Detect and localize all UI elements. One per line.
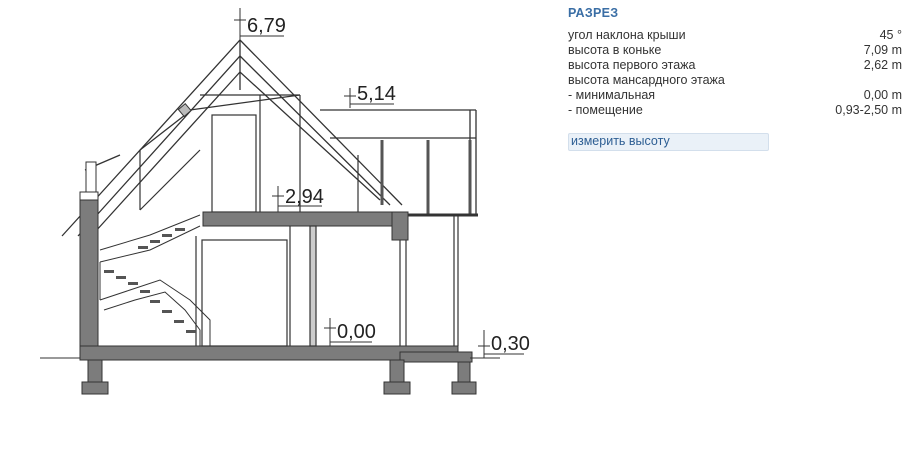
info-value: 7,09 m bbox=[863, 43, 902, 57]
info-label: высота мансардного этажа bbox=[568, 73, 725, 87]
level-label-attic: 2,94 bbox=[285, 186, 324, 208]
info-label: высота в коньке bbox=[568, 43, 662, 57]
measure-height-button[interactable]: измерить высоту bbox=[568, 133, 769, 151]
attic-interior bbox=[140, 95, 358, 212]
eave-detail bbox=[86, 162, 96, 192]
level-label-ridge: 6,79 bbox=[247, 15, 286, 37]
left-wall bbox=[80, 200, 98, 358]
info-row bbox=[568, 73, 902, 88]
info-row bbox=[568, 103, 902, 118]
info-row bbox=[568, 43, 902, 58]
foundations bbox=[82, 360, 476, 394]
attic-floor-edge bbox=[392, 212, 408, 240]
section-info-panel bbox=[568, 6, 902, 118]
info-label: - минимальная bbox=[568, 88, 656, 102]
level-label-terrain: 0,30 bbox=[491, 333, 530, 355]
info-row bbox=[568, 58, 902, 73]
level-label-ground: 0,00 bbox=[337, 321, 376, 343]
terrace-ground-slab bbox=[400, 352, 472, 362]
stair-treads bbox=[104, 228, 196, 333]
info-value: 2,62 m bbox=[863, 58, 902, 72]
info-label: угол наклона крыши bbox=[568, 28, 686, 42]
level-label-terrace: 5,14 bbox=[357, 83, 396, 105]
staircase bbox=[100, 215, 210, 346]
info-label: высота первого этажа bbox=[568, 58, 696, 72]
info-label: - помещение bbox=[568, 103, 643, 117]
attic-floor-slab bbox=[203, 212, 408, 226]
ground-interior bbox=[196, 215, 458, 346]
info-row bbox=[568, 88, 902, 103]
left-wall-cap bbox=[80, 192, 98, 200]
info-value: 0,00 m bbox=[863, 88, 902, 102]
info-value: 45 ° bbox=[879, 28, 902, 42]
info-row bbox=[568, 28, 902, 43]
terrace-posts bbox=[382, 140, 470, 215]
info-value: 0,93-2,50 m bbox=[835, 103, 902, 117]
roof bbox=[62, 40, 476, 236]
panel-title: РАЗРЕЗ bbox=[568, 6, 619, 20]
